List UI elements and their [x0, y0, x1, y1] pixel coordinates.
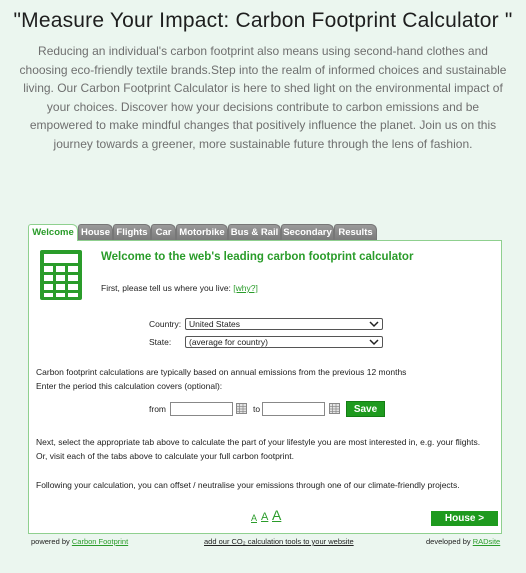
- font-size-large-link[interactable]: A: [272, 507, 282, 523]
- tab-bus-rail[interactable]: Bus & Rail: [228, 224, 281, 240]
- tab-results[interactable]: Results: [334, 224, 377, 240]
- powered-by-text: powered by: [31, 537, 70, 546]
- powered-by: [31, 537, 128, 546]
- welcome-heading: Welcome to the web's leading carbon footprint calculator: [101, 251, 414, 263]
- next-instructions: Next, select the appropriate tab above to calculate the part of your lifestyle you are most interested in, e.g. your flights.: [36, 437, 481, 447]
- chevron-down-icon: [369, 320, 379, 328]
- chevron-down-icon: [369, 338, 379, 346]
- from-date-input[interactable]: [170, 402, 233, 416]
- location-prompt: [101, 283, 258, 293]
- next-house-button[interactable]: House >: [431, 511, 498, 526]
- country-select-value: United States: [189, 319, 241, 329]
- tab-welcome[interactable]: Welcome: [28, 224, 78, 241]
- font-size-small-link[interactable]: A: [251, 513, 258, 523]
- add-tools-link[interactable]: add our CO₂ calculation tools to your website: [204, 537, 354, 546]
- calendar-icon[interactable]: [329, 403, 340, 414]
- calendar-icon[interactable]: [236, 403, 247, 414]
- welcome-panel: [28, 240, 502, 534]
- to-label: to: [253, 404, 261, 414]
- intro-paragraph: Reducing an individual's carbon footprint also means using second-hand clothes and choosing eco-friendly textile brands.Step into the realm of informed choices and sustainable living. Our Carbon Footprint Calculator is here to shed light on the environmental impact of your choices. Discover how your decisions contribute to carbon emissions and be empowered to make mindful changes that positively influence the planet. Join us on this journey towards a greener, more sustainable future through the lens of fashion.: [19, 44, 507, 151]
- period-prompt: Enter the period this calculation covers (optional):: [36, 381, 223, 391]
- developed-by: [426, 537, 500, 546]
- location-prompt-text: First, please tell us where you live:: [101, 283, 231, 293]
- tab-house[interactable]: House: [78, 224, 113, 240]
- offset-instructions: Following your calculation, you can offset / neutralise your emissions through one of our climate-friendly projects.: [36, 480, 460, 490]
- calculator-icon: [40, 250, 82, 300]
- page-title: "Measure Your Impact: Carbon Footprint Calculator ": [13, 9, 513, 32]
- tab-secondary[interactable]: Secondary: [281, 224, 334, 240]
- state-select[interactable]: [185, 336, 383, 348]
- save-button[interactable]: Save: [346, 401, 385, 417]
- full-footprint-instructions: Or, visit each of the tabs above to calculate your full carbon footprint.: [36, 451, 294, 461]
- tab-car[interactable]: Car: [151, 224, 176, 240]
- tab-flights[interactable]: Flights: [113, 224, 151, 240]
- carbon-footprint-link[interactable]: Carbon Footprint: [71, 537, 129, 546]
- from-label: from: [149, 404, 166, 414]
- font-size-medium-link[interactable]: A: [261, 511, 269, 523]
- tab-motorbike[interactable]: Motorbike: [176, 224, 228, 240]
- radsite-link[interactable]: RADsite: [472, 537, 501, 546]
- carbon-calculator-widget: [28, 224, 502, 546]
- to-date-input[interactable]: [262, 402, 325, 416]
- tab-bar: [28, 224, 502, 240]
- country-label: Country:: [149, 319, 182, 329]
- state-select-value: (average for country): [189, 337, 268, 347]
- country-select[interactable]: [185, 318, 383, 330]
- developed-by-text: developed by: [426, 537, 471, 546]
- why-link[interactable]: [why?]: [233, 283, 258, 293]
- state-label: State:: [149, 337, 172, 347]
- period-info: Carbon footprint calculations are typically based on annual emissions from the previous 12 months: [36, 367, 407, 377]
